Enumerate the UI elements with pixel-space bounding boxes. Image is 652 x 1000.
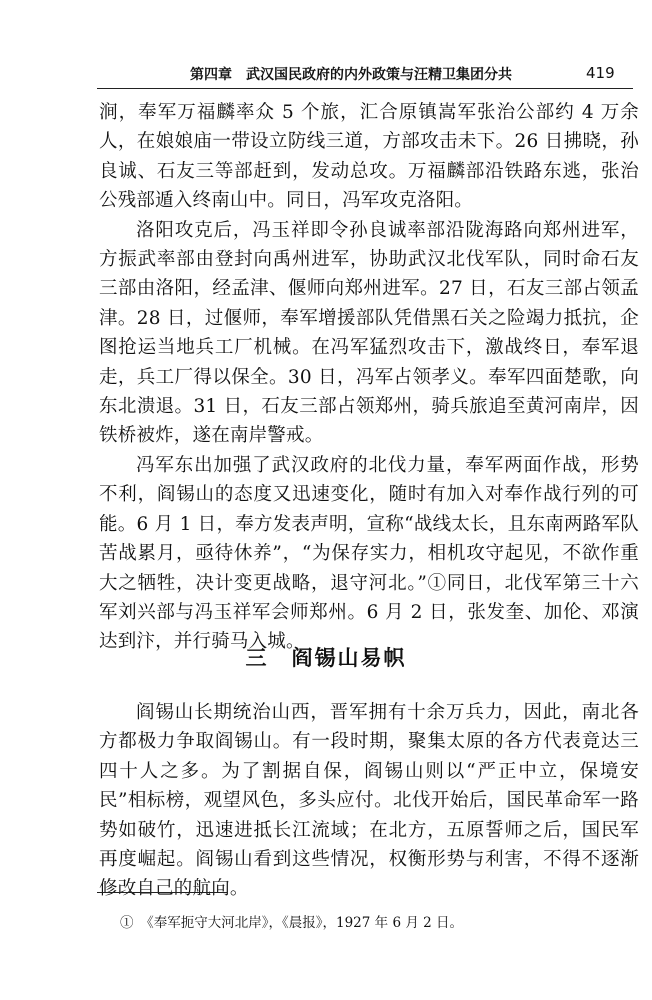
section-body bbox=[99, 698, 639, 904]
section-paragraph: 阎锡山长期统治山西，晋军拥有十余万兵力，因此，南北各方都极力争取阎锡山。有一段时期，聚集太原的各方代表竟达三四十人之多。为了割据自保，阎锡山则以“严正中立，保境安民”相标榜，观望风色，多头应付。北伐开始后，国民革命军一路势如破竹，迅速进抵长江流域；在北方，五原誓师之后，国民军再度崛起。阎锡山看到这些情况，权衡形势与利害，不得不逐渐修改自己的航向。 bbox=[99, 702, 639, 900]
paragraph-1: 涧，奉军万福麟率众 5 个旅，汇合原镇嵩军张治公部约 4 万余人，在娘娘庙一带设立防线三道，方部攻击未下。26 日拂晓，孙良诚、石友三等部赶到，发动总攻。万福麟部沿铁路东逃，张治公残部遁入终南山中。同日，冯军攻克洛阳。 bbox=[99, 102, 639, 212]
running-header-title: 第四章 武汉国民政府的内外政策与汪精卫集团分共 bbox=[190, 67, 512, 83]
paragraph-2: 洛阳攻克后，冯玉祥即令孙良诚率部沿陇海路向郑州进军，方振武率部由登封向禹州进军，协助武汉北伐军队，同时命石友三部由洛阳，经孟津、偃师向郑州进军。27 日，石友三部占领孟津。28 日，过偃师，奉军增援部队凭借黑石关之险竭力抵抗，企图抢运当地兵工厂机械。在冯军猛烈攻击下，激战终日，奉军退走，兵工厂得以保全。30 日，冯军占领孝义。奉军四面楚歌，向东北溃退。31 日，石友三部占领郑州，骑兵旅追至黄河南岸，因铁桥被炸，遂在南岸警戒。 bbox=[99, 219, 639, 447]
footnote: ① 《奉军扼守大河北岸》，《晨报》，1927 年 6 月 2 日。 bbox=[120, 915, 463, 931]
page-header bbox=[0, 58, 652, 92]
header-rule bbox=[97, 88, 633, 89]
footnote-rule bbox=[97, 892, 227, 893]
section-heading: 三 阎锡山易帜 bbox=[245, 646, 407, 670]
page-number: 419 bbox=[586, 64, 615, 82]
paragraph-3: 冯军东出加强了武汉政府的北伐力量，奉军两面作战，形势不利，阎锡山的态度又迅速变化，随时有加入对奉作战行列的可能。6 月 1 日，奉方发表声明，宣称“战线太长，且东南两路军队苦战累月，亟待休养”，“为保存实力，相机攻守起见，不欲作重大之牺牲，决计变更战略，退守河北。”①同日，北伐军第三十六军刘兴部与冯玉祥军会师郑州。6 月 2 日，张发奎、加伦、邓演达到汴，并行骑马入城。 bbox=[99, 454, 639, 653]
body-text bbox=[99, 98, 639, 657]
